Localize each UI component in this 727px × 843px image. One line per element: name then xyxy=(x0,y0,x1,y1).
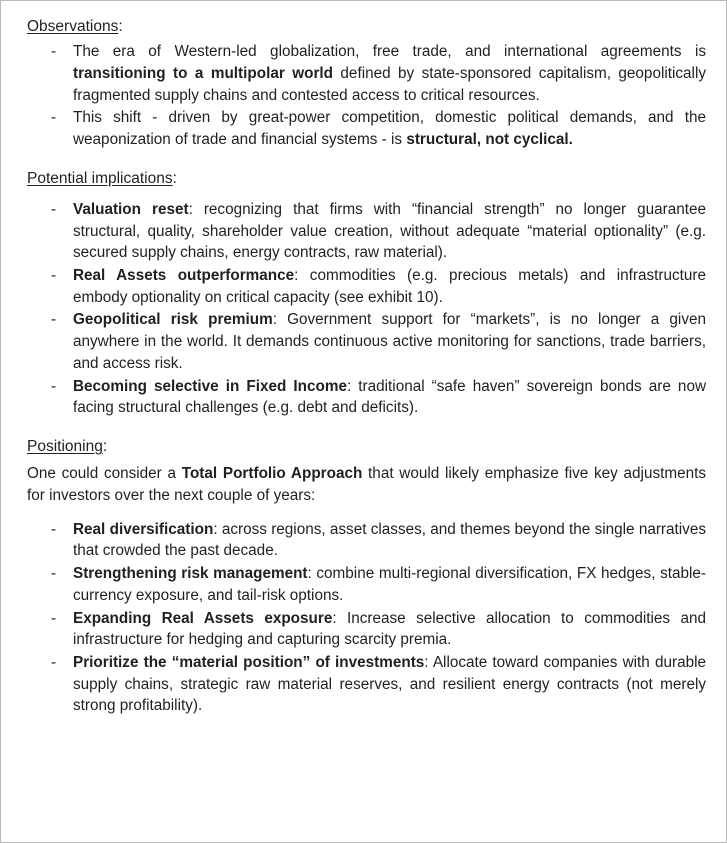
section-heading-potential-implications-text: Potential implications xyxy=(27,169,173,187)
section-heading-potential-implications xyxy=(27,169,710,189)
positioning-item-3-run-0: Prioritize the “material position” of investments xyxy=(73,653,425,671)
positioning-item-1-run-0: Strengthening risk management xyxy=(73,565,308,583)
implication-1-run-1: : commodities (e.g. precious metals) and infrastructure embody optionality on critical capacity (see exhibit 10). xyxy=(73,267,706,306)
list-item xyxy=(23,265,710,308)
positioning-intro-run-1: Total Portfolio Approach xyxy=(181,465,363,483)
section-heading-observations-colon: : xyxy=(118,18,123,35)
positioning-item-0-run-1: : across regions, asset classes, and themes beyond the single narratives that crowded the past decade. xyxy=(73,520,706,560)
section-heading-observations-text: Observations xyxy=(27,18,119,35)
list-item xyxy=(23,563,710,606)
implication-3-run-0: Becoming selective in Fixed Income xyxy=(73,377,347,395)
section-heading-potential-implications-colon: : xyxy=(172,169,177,187)
positioning-intro-paragraph xyxy=(27,463,710,506)
list-item xyxy=(23,199,710,264)
observation-1-run-1: structural, not cyclical. xyxy=(406,131,573,149)
list-item xyxy=(23,376,710,419)
positioning-item-2-run-0: Expanding Real Assets exposure xyxy=(73,609,333,627)
list-item xyxy=(23,519,710,562)
potential-implications-bullet-list xyxy=(23,199,710,419)
section-heading-observations xyxy=(27,17,710,37)
section-heading-positioning-colon: : xyxy=(102,438,108,456)
positioning-item-1-run-1: : combine multi-regional diversification, FX hedges, stable-currency exposure, and tail-risk options. xyxy=(73,565,707,604)
list-item xyxy=(23,309,710,374)
positioning-intro-run-0: One could consider a xyxy=(27,465,182,483)
positioning-item-0-run-0: Real diversification xyxy=(73,520,214,538)
observation-0-run-2: defined by state-sponsored capitalism, geopolitically fragmented supply chains and contested access to critical resources. xyxy=(73,64,706,104)
list-item xyxy=(23,41,710,106)
implication-3-run-1: : traditional “safe haven” sovereign bonds are now facing structural challenges (e.g. debt and deficits). xyxy=(73,377,706,417)
section-heading-positioning xyxy=(27,437,710,457)
positioning-intro-run-2: that would likely emphasize five key adjustments for investors over the next couple of years: xyxy=(27,465,707,504)
implication-0-run-0: Valuation reset xyxy=(73,200,189,218)
implication-2-run-1: : Government support for “markets”, is no longer a given anywhere in the world. It demands continuous active monitoring for sanctions, trade barriers, and access risk. xyxy=(73,311,706,372)
observation-0-run-1: transitioning to a multipolar world xyxy=(73,64,333,82)
positioning-item-2-run-1: : Increase selective allocation to commodities and infrastructure for hedging and capturing scarcity premia. xyxy=(73,609,706,649)
positioning-item-3-run-1: : Allocate toward companies with durable supply chains, strategic raw material reserves, and resilient energy contracts (not merely strong profitability). xyxy=(73,653,706,715)
list-item xyxy=(23,652,710,717)
observation-0-run-0: The era of Western-led globalization, free trade, and international agreements is xyxy=(73,43,706,61)
section-heading-positioning-text: Positioning xyxy=(27,438,103,456)
observation-1-run-0: This shift - driven by great-power competition, domestic political demands, and the weaponization of trade and financial systems - is xyxy=(73,109,706,149)
list-item xyxy=(23,608,710,651)
list-item xyxy=(23,107,710,150)
implication-0-run-1: : recognizing that firms with “financial strength” no longer guarantee structural, quality, shareholder value creation, without adequate “material optionality” (e.g. secured supply chains, energy contracts, raw material). xyxy=(73,200,706,262)
implication-1-run-0: Real Assets outperformance xyxy=(73,267,295,285)
positioning-bullet-list xyxy=(23,519,710,717)
observations-bullet-list xyxy=(23,41,710,151)
implication-2-run-0: Geopolitical risk premium xyxy=(73,311,273,329)
